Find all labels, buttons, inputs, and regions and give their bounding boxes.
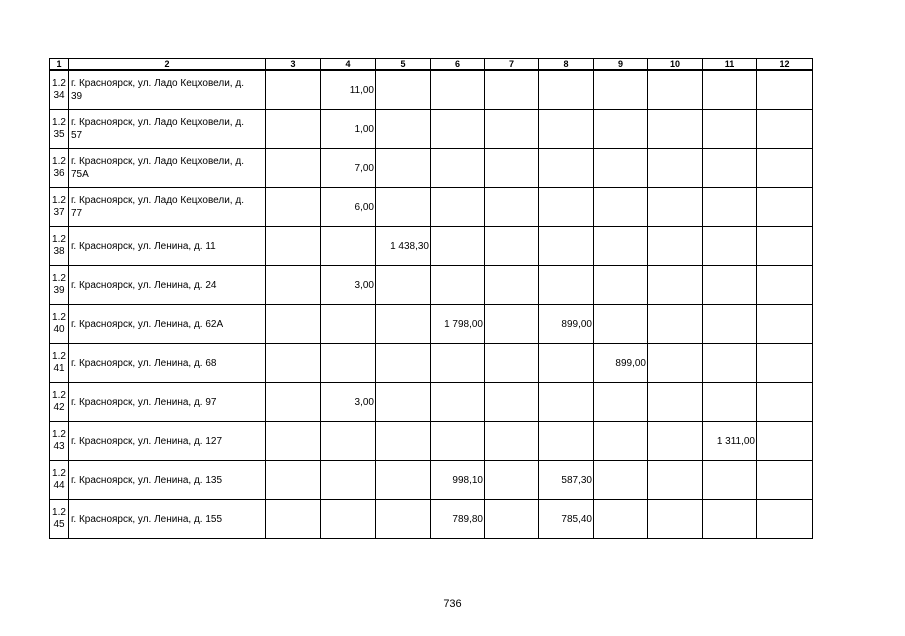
- table-row: [50, 305, 813, 344]
- value-cell-col-6: [431, 188, 485, 227]
- row-number-cell: [50, 461, 69, 500]
- row-number-cell: [50, 500, 69, 539]
- column-header-11: 11: [703, 59, 757, 71]
- value-cell-col-7: [485, 422, 539, 461]
- value-cell-col-9: [594, 422, 648, 461]
- value-cell-col-11: [703, 305, 757, 344]
- value-cell-col-9: [594, 383, 648, 422]
- value-cell-col-8: 587,30: [539, 461, 594, 500]
- value-cell-col-12: [757, 70, 813, 110]
- value-cell-col-6: [431, 110, 485, 149]
- value-cell-col-7: [485, 383, 539, 422]
- value-cell-col-10: [648, 266, 703, 305]
- value-cell-col-3: [266, 461, 321, 500]
- value-cell-col-11: [703, 227, 757, 266]
- value-cell-col-4: [321, 422, 376, 461]
- column-header-10: 10: [648, 59, 703, 71]
- value-cell-col-8: [539, 266, 594, 305]
- row-number-prefix: 1.2: [52, 507, 66, 518]
- row-number-prefix: 1.2: [52, 429, 66, 440]
- address-cell: г. Красноярск, ул. Ладо Кецховели, д. 77: [69, 188, 266, 227]
- value-cell-col-9: [594, 266, 648, 305]
- value-cell-col-10: [648, 500, 703, 539]
- row-number-cell: [50, 305, 69, 344]
- value-cell-col-5: [376, 188, 431, 227]
- value-cell-col-6: [431, 227, 485, 266]
- row-number-cell: [50, 149, 69, 188]
- value-cell-col-5: [376, 149, 431, 188]
- column-header-2: 2: [69, 59, 266, 71]
- value-cell-col-3: [266, 422, 321, 461]
- value-cell-col-4: 3,00: [321, 383, 376, 422]
- value-cell-col-10: [648, 305, 703, 344]
- address-cell: г. Красноярск, ул. Ленина, д. 68: [69, 344, 266, 383]
- value-cell-col-10: [648, 344, 703, 383]
- value-cell-col-4: 3,00: [321, 266, 376, 305]
- row-number-suffix: 34: [53, 90, 65, 101]
- value-cell-col-7: [485, 70, 539, 110]
- value-cell-col-7: [485, 188, 539, 227]
- value-cell-col-12: [757, 461, 813, 500]
- address-cell: г. Красноярск, ул. Ладо Кецховели, д. 39: [69, 70, 266, 110]
- column-header-12: 12: [757, 59, 813, 71]
- value-cell-col-12: [757, 149, 813, 188]
- value-cell-col-3: [266, 110, 321, 149]
- row-number-suffix: 39: [53, 285, 65, 296]
- value-cell-col-6: [431, 149, 485, 188]
- value-cell-col-3: [266, 344, 321, 383]
- value-cell-col-8: 899,00: [539, 305, 594, 344]
- value-cell-col-11: 1 311,00: [703, 422, 757, 461]
- address-cell: г. Красноярск, ул. Ленина, д. 135: [69, 461, 266, 500]
- value-cell-col-8: [539, 227, 594, 266]
- value-cell-col-3: [266, 70, 321, 110]
- address-cell: г. Красноярск, ул. Ладо Кецховели, д. 57: [69, 110, 266, 149]
- row-number-cell: [50, 266, 69, 305]
- row-number-suffix: 41: [53, 363, 65, 374]
- row-number-prefix: 1.2: [52, 273, 66, 284]
- value-cell-col-8: [539, 70, 594, 110]
- value-cell-col-11: [703, 461, 757, 500]
- address-cell: г. Красноярск, ул. Ленина, д. 127: [69, 422, 266, 461]
- value-cell-col-6: [431, 383, 485, 422]
- value-cell-col-4: 6,00: [321, 188, 376, 227]
- value-cell-col-12: [757, 188, 813, 227]
- value-cell-col-8: [539, 344, 594, 383]
- row-number-suffix: 40: [53, 324, 65, 335]
- value-cell-col-7: [485, 344, 539, 383]
- value-cell-col-9: [594, 149, 648, 188]
- row-number-suffix: 42: [53, 402, 65, 413]
- value-cell-col-9: [594, 110, 648, 149]
- row-number-cell: [50, 110, 69, 149]
- value-cell-col-8: [539, 422, 594, 461]
- value-cell-col-12: [757, 110, 813, 149]
- value-cell-col-10: [648, 110, 703, 149]
- row-number-suffix: 45: [53, 519, 65, 530]
- row-number-prefix: 1.2: [52, 117, 66, 128]
- value-cell-col-5: [376, 500, 431, 539]
- column-header-1: 1: [50, 59, 69, 71]
- value-cell-col-4: [321, 227, 376, 266]
- value-cell-col-3: [266, 188, 321, 227]
- value-cell-col-9: [594, 70, 648, 110]
- data-table: [49, 58, 813, 539]
- value-cell-col-8: [539, 149, 594, 188]
- value-cell-col-11: [703, 344, 757, 383]
- row-number-cell: [50, 422, 69, 461]
- value-cell-col-12: [757, 344, 813, 383]
- row-number-suffix: 37: [53, 207, 65, 218]
- table-row: [50, 383, 813, 422]
- value-cell-col-8: [539, 110, 594, 149]
- value-cell-col-4: [321, 344, 376, 383]
- value-cell-col-9: [594, 461, 648, 500]
- table-row: [50, 500, 813, 539]
- table-body: [50, 70, 813, 539]
- value-cell-col-6: [431, 422, 485, 461]
- row-number-suffix: 38: [53, 246, 65, 257]
- value-cell-col-4: 7,00: [321, 149, 376, 188]
- value-cell-col-11: [703, 70, 757, 110]
- table-row: [50, 110, 813, 149]
- value-cell-col-12: [757, 422, 813, 461]
- row-number-suffix: 36: [53, 168, 65, 179]
- table-row: [50, 227, 813, 266]
- value-cell-col-8: 785,40: [539, 500, 594, 539]
- value-cell-col-6: 789,80: [431, 500, 485, 539]
- value-cell-col-9: [594, 500, 648, 539]
- header-row: [50, 59, 813, 71]
- value-cell-col-5: 1 438,30: [376, 227, 431, 266]
- address-cell: г. Красноярск, ул. Ленина, д. 97: [69, 383, 266, 422]
- value-cell-col-3: [266, 227, 321, 266]
- value-cell-col-10: [648, 227, 703, 266]
- value-cell-col-10: [648, 383, 703, 422]
- value-cell-col-5: [376, 383, 431, 422]
- column-header-8: 8: [539, 59, 594, 71]
- value-cell-col-7: [485, 227, 539, 266]
- value-cell-col-3: [266, 500, 321, 539]
- value-cell-col-7: [485, 110, 539, 149]
- value-cell-col-12: [757, 305, 813, 344]
- value-cell-col-5: [376, 266, 431, 305]
- value-cell-col-4: [321, 461, 376, 500]
- row-number-cell: [50, 70, 69, 110]
- table-row: [50, 149, 813, 188]
- value-cell-col-10: [648, 149, 703, 188]
- row-number-suffix: 44: [53, 480, 65, 491]
- value-cell-col-11: [703, 500, 757, 539]
- value-cell-col-3: [266, 305, 321, 344]
- value-cell-col-6: [431, 344, 485, 383]
- value-cell-col-3: [266, 383, 321, 422]
- row-number-cell: [50, 344, 69, 383]
- row-number-prefix: 1.2: [52, 78, 66, 89]
- value-cell-col-5: [376, 344, 431, 383]
- value-cell-col-11: [703, 188, 757, 227]
- value-cell-col-4: [321, 500, 376, 539]
- row-number-prefix: 1.2: [52, 312, 66, 323]
- row-number-prefix: 1.2: [52, 351, 66, 362]
- address-cell: г. Красноярск, ул. Ленина, д. 155: [69, 500, 266, 539]
- value-cell-col-12: [757, 500, 813, 539]
- row-number-suffix: 35: [53, 129, 65, 140]
- column-header-7: 7: [485, 59, 539, 71]
- value-cell-col-5: [376, 110, 431, 149]
- value-cell-col-11: [703, 266, 757, 305]
- address-cell: г. Красноярск, ул. Ладо Кецховели, д. 75А: [69, 149, 266, 188]
- value-cell-col-6: 1 798,00: [431, 305, 485, 344]
- value-cell-col-12: [757, 266, 813, 305]
- value-cell-col-5: [376, 305, 431, 344]
- address-cell: г. Красноярск, ул. Ленина, д. 62А: [69, 305, 266, 344]
- address-cell: г. Красноярск, ул. Ленина, д. 24: [69, 266, 266, 305]
- value-cell-col-5: [376, 70, 431, 110]
- value-cell-col-12: [757, 383, 813, 422]
- column-header-4: 4: [321, 59, 376, 71]
- row-number-cell: [50, 383, 69, 422]
- value-cell-col-4: 1,00: [321, 110, 376, 149]
- row-number-suffix: 43: [53, 441, 65, 452]
- value-cell-col-10: [648, 188, 703, 227]
- value-cell-col-7: [485, 461, 539, 500]
- value-cell-col-12: [757, 227, 813, 266]
- value-cell-col-3: [266, 149, 321, 188]
- table-row: [50, 422, 813, 461]
- value-cell-col-9: [594, 227, 648, 266]
- row-number-prefix: 1.2: [52, 234, 66, 245]
- value-cell-col-9: [594, 305, 648, 344]
- value-cell-col-6: [431, 266, 485, 305]
- value-cell-col-8: [539, 383, 594, 422]
- value-cell-col-11: [703, 149, 757, 188]
- value-cell-col-9: 899,00: [594, 344, 648, 383]
- value-cell-col-6: [431, 70, 485, 110]
- table-row: [50, 344, 813, 383]
- column-header-9: 9: [594, 59, 648, 71]
- value-cell-col-5: [376, 422, 431, 461]
- row-number-prefix: 1.2: [52, 468, 66, 479]
- value-cell-col-3: [266, 266, 321, 305]
- value-cell-col-7: [485, 500, 539, 539]
- value-cell-col-10: [648, 70, 703, 110]
- value-cell-col-7: [485, 266, 539, 305]
- value-cell-col-6: 998,10: [431, 461, 485, 500]
- table-row: [50, 266, 813, 305]
- row-number-prefix: 1.2: [52, 195, 66, 206]
- value-cell-col-11: [703, 383, 757, 422]
- value-cell-col-10: [648, 461, 703, 500]
- value-cell-col-5: [376, 461, 431, 500]
- value-cell-col-4: [321, 305, 376, 344]
- table-row: [50, 70, 813, 110]
- table-row: [50, 461, 813, 500]
- value-cell-col-7: [485, 149, 539, 188]
- column-header-3: 3: [266, 59, 321, 71]
- row-number-prefix: 1.2: [52, 390, 66, 401]
- row-number-cell: [50, 227, 69, 266]
- value-cell-col-11: [703, 110, 757, 149]
- row-number-prefix: 1.2: [52, 156, 66, 167]
- value-cell-col-4: 11,00: [321, 70, 376, 110]
- page-number: 736: [443, 598, 462, 610]
- column-header-6: 6: [431, 59, 485, 71]
- value-cell-col-9: [594, 188, 648, 227]
- table-row: [50, 188, 813, 227]
- row-number-cell: [50, 188, 69, 227]
- column-header-5: 5: [376, 59, 431, 71]
- value-cell-col-10: [648, 422, 703, 461]
- value-cell-col-8: [539, 188, 594, 227]
- value-cell-col-7: [485, 305, 539, 344]
- address-cell: г. Красноярск, ул. Ленина, д. 11: [69, 227, 266, 266]
